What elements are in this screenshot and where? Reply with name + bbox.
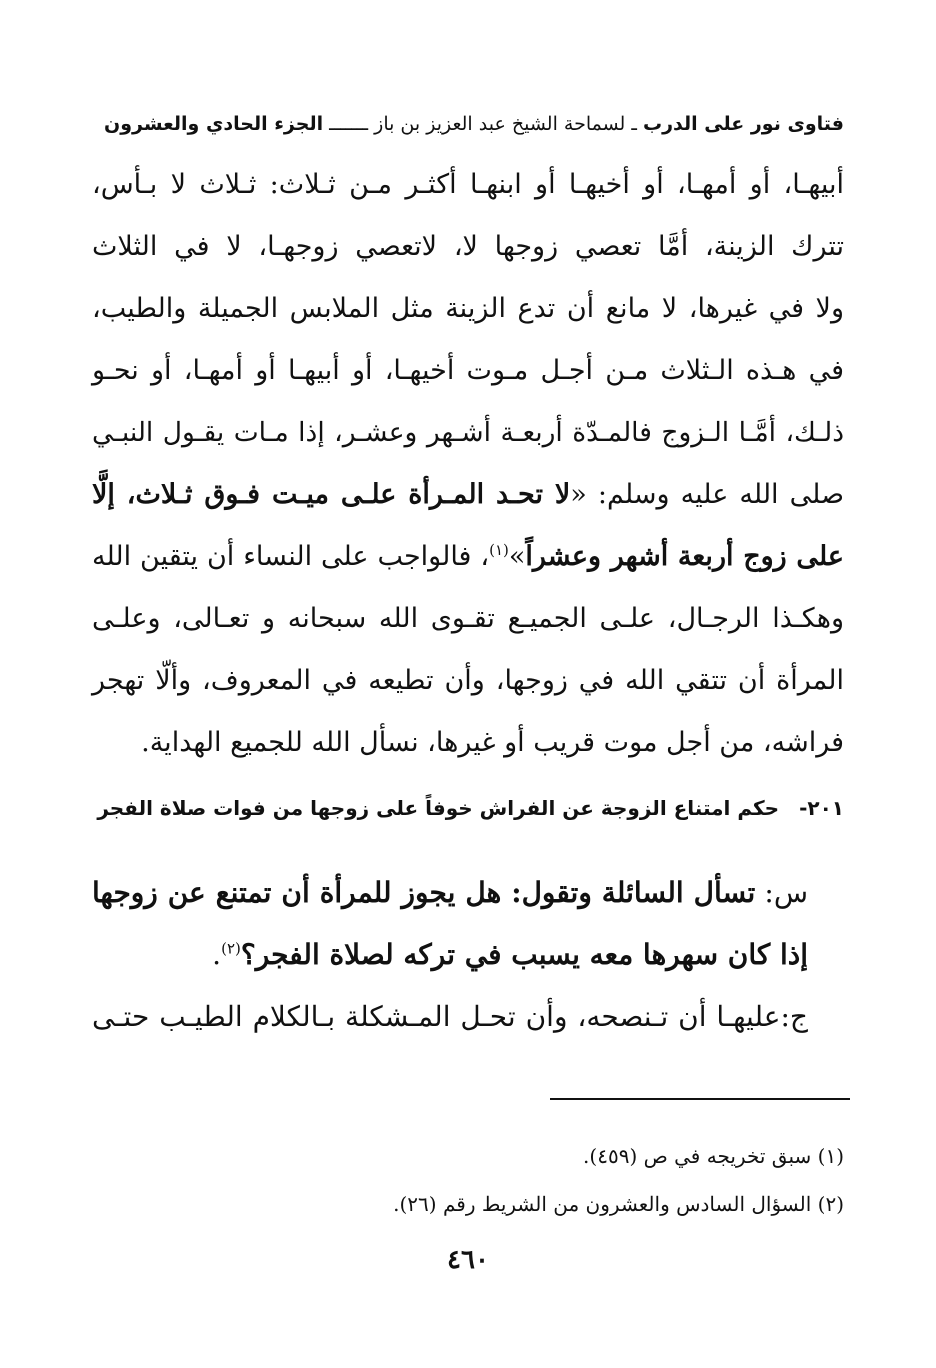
hadith-text-end: على زوج أربعة أشهر وعشراً [525,541,844,572]
body-line: أبيهـا، أو أمهـا، أو أخيهـا أو ابنهـا أكثـر مـن ثـلاث: ثـلاث لا بـأس، [92,169,844,200]
body-line: تترك الزينة، أمَّا تعصي زوجها لا، لاتعصي زوجهـا، لا في الثلاث [92,231,844,262]
answer-line: ج:عليهـا أن تـنصحه، وأن تحـل المـشكلة بـالكلام الطيـب حتـى [92,1000,808,1033]
header-separator: ـ [625,113,643,135]
header-volume: الجزء الحادي والعشرون [103,113,324,135]
body-line-hadith-end [92,526,844,588]
body-line: في هـذه الـثلاث مـن أجـل مـوت أخيهـا، أو أبيهـا أو أمهـا، أو نحـو [92,355,844,386]
running-header [92,106,844,142]
question-answer [92,862,808,1048]
footnotes [92,1132,844,1228]
footnote-divider [550,1098,850,1100]
body-line-rest: ، فالواجب على النساء أن يتقين الله [92,541,490,572]
question-text-end: إذا كان سهرها معه يسبب في تركه لصلاة الفجر؟ [240,938,808,971]
section-title [92,788,844,828]
footnote-2: (٢) السؤال السادس والعشرون من الشريط رقم (٢٦). [393,1192,844,1216]
header-author: لسماحة الشيخ عبد العزيز بن باز [374,113,626,135]
body-line: ذلـك، أمَّـا الـزوج فالمـدّة أربعـة أشـهر وعشـر، إذا مـات يقـول النبـي [92,417,844,448]
body-line: المرأة أن تتقي الله في زوجها، وأن تطيعه في المعروف، وألّا تهجر [92,665,845,696]
footnote-1: (١) سبق تخريجه في ص (٤٥٩). [583,1144,844,1168]
hadith-close-quote: » [508,541,526,572]
footnote-ref-2: (٢) [221,939,241,958]
question-prefix: س: [755,876,809,909]
footnote-ref-1: (١) [489,541,509,559]
header-book-title: فتاوى نور على الدرب [643,113,844,135]
body-line-hadith-start [92,464,844,526]
question-end-dot: . [212,938,222,971]
body-line: فراشه، من أجل موت قريب أو غيرها، نسأل الله للجميع الهداية. [141,727,844,758]
hadith-text: لا تحـد المـرأة علـى ميـت فـوق ثـلاث، إلَّا [92,479,571,510]
section-title-text: حكم امتناع الزوجة عن الفراش خوفاً على زوجها من فوات صلاة الفجر [97,796,780,820]
body-line: وهكـذا الرجـال، علـى الجميـع تقـوى الله سبحانه و تعـالى، وعلـى [92,603,844,634]
section-number: ٢٠١- [799,796,844,820]
hadith-intro: صلى الله عليه وسلم: « [570,479,844,510]
body-paragraph [92,154,844,774]
question-line [92,862,808,924]
header-separator-long: ـــــــ [323,113,375,135]
page-number: ٤٦٠ [447,1245,489,1275]
question-line [92,924,808,986]
body-line: ولا في غيرها، لا مانع أن تدع الزينة مثل الملابس الجميلة والطيب، [92,293,844,324]
question-text: تسأل السائلة وتقول: هل يجوز للمرأة أن تمتنع عن زوجها [92,876,756,909]
